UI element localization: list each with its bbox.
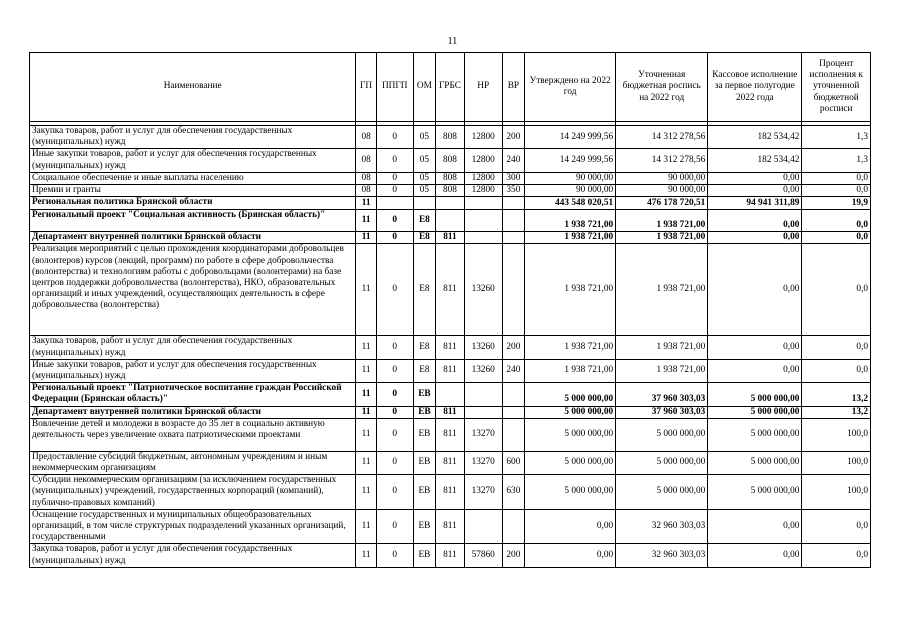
- cell-cash: 5 000 000,00: [708, 406, 802, 418]
- cell-np: 13270: [464, 418, 502, 451]
- cell-name: Закупка товаров, работ и услуг для обеспечения государственных (муниципальных) нужд: [30, 126, 356, 149]
- cell-refined: 37 960 303,03: [616, 383, 708, 406]
- cell-om: EB: [413, 418, 436, 451]
- cell-percent: 0,0: [802, 244, 871, 336]
- cell-approved: 14 249 999,56: [525, 126, 616, 149]
- cell-cash: 0,00: [708, 232, 802, 244]
- cell-np: [464, 406, 502, 418]
- cell-vr: [502, 383, 525, 406]
- table-row: [30, 149, 871, 172]
- cell-name: Закупка товаров, работ и услуг для обеспечения государственных (муниципальных) нужд: [30, 336, 356, 359]
- cell-refined: 32 960 303,03: [616, 544, 708, 567]
- cell-percent: 0,0: [802, 359, 871, 382]
- cell-ppgp: 0: [376, 406, 413, 418]
- cell-name: Региональный проект "Патриотическое воспитание граждан Российской Федерации (Брянская область)": [30, 383, 356, 406]
- cell-approved: 1 938 721,00: [525, 210, 616, 232]
- cell-ppgp: 0: [376, 475, 413, 510]
- cell-refined: 1 938 721,00: [616, 210, 708, 232]
- cell-name: Иные закупки товаров, работ и услуг для обеспечения государственных (муниципальных) нужд: [30, 149, 356, 172]
- table-row: [30, 244, 871, 336]
- cell-approved: 5 000 000,00: [525, 383, 616, 406]
- cell-om: [413, 197, 436, 210]
- cell-percent: 0,0: [802, 210, 871, 232]
- header-percent: Процент исполнения к уточненной бюджетной росписи: [802, 53, 871, 122]
- cell-gp: 11: [356, 406, 376, 418]
- cell-gp: 11: [356, 509, 376, 544]
- table-header-row: [30, 53, 871, 122]
- cell-percent: 19,9: [802, 197, 871, 210]
- cell-grbs: 811: [436, 418, 465, 451]
- cell-gp: 08: [356, 149, 376, 172]
- header-approved: Утверждено на 2022 год: [525, 53, 616, 122]
- cell-vr: 600: [502, 451, 525, 474]
- cell-refined: 1 938 721,00: [616, 359, 708, 382]
- cell-vr: [502, 406, 525, 418]
- cell-cash: 0,00: [708, 244, 802, 336]
- cell-gp: 11: [356, 451, 376, 474]
- cell-vr: 630: [502, 475, 525, 510]
- table-row: [30, 383, 871, 406]
- cell-cash: 0,00: [708, 185, 802, 197]
- table-row: [30, 172, 871, 184]
- header-om: ОМ: [413, 53, 436, 122]
- cell-approved: 5 000 000,00: [525, 475, 616, 510]
- cell-name: Иные закупки товаров, работ и услуг для обеспечения государственных (муниципальных) нужд: [30, 359, 356, 382]
- cell-ppgp: [376, 197, 413, 210]
- cell-vr: 300: [502, 172, 525, 184]
- table-row: [30, 451, 871, 474]
- cell-grbs: 811: [436, 336, 465, 359]
- cell-refined: 5 000 000,00: [616, 418, 708, 451]
- cell-om: 05: [413, 185, 436, 197]
- cell-percent: 0,0: [802, 336, 871, 359]
- cell-grbs: 808: [436, 172, 465, 184]
- cell-name: Социальное обеспечение и иные выплаты населению: [30, 172, 356, 184]
- cell-percent: 0,0: [802, 544, 871, 567]
- cell-np: 13260: [464, 336, 502, 359]
- cell-grbs: 811: [436, 544, 465, 567]
- cell-vr: 200: [502, 126, 525, 149]
- cell-grbs: 811: [436, 244, 465, 336]
- cell-cash: 5 000 000,00: [708, 451, 802, 474]
- cell-grbs: [436, 383, 465, 406]
- table-row: [30, 544, 871, 567]
- cell-gp: 08: [356, 185, 376, 197]
- cell-percent: 0,0: [802, 232, 871, 244]
- cell-refined: 5 000 000,00: [616, 451, 708, 474]
- header-ppgp: ППГП: [376, 53, 413, 122]
- header-np: НР: [464, 53, 502, 122]
- cell-gp: 11: [356, 475, 376, 510]
- cell-vr: 200: [502, 336, 525, 359]
- cell-refined: 5 000 000,00: [616, 475, 708, 510]
- cell-grbs: 808: [436, 126, 465, 149]
- cell-np: [464, 383, 502, 406]
- cell-cash: 94 941 311,89: [708, 197, 802, 210]
- cell-grbs: 811: [436, 509, 465, 544]
- table-row: [30, 126, 871, 149]
- cell-ppgp: 0: [376, 210, 413, 232]
- cell-gp: 11: [356, 418, 376, 451]
- budget-table: [29, 52, 871, 568]
- cell-om: EB: [413, 383, 436, 406]
- table-row: [30, 509, 871, 544]
- cell-np: [464, 210, 502, 232]
- cell-grbs: 808: [436, 149, 465, 172]
- cell-approved: 14 249 999,56: [525, 149, 616, 172]
- cell-ppgp: 0: [376, 149, 413, 172]
- cell-cash: 0,00: [708, 544, 802, 567]
- cell-om: 05: [413, 149, 436, 172]
- cell-gp: 11: [356, 210, 376, 232]
- cell-ppgp: 0: [376, 172, 413, 184]
- cell-approved: 90 000,00: [525, 185, 616, 197]
- cell-grbs: 811: [436, 475, 465, 510]
- cell-percent: 0,0: [802, 509, 871, 544]
- cell-om: EB: [413, 544, 436, 567]
- cell-np: [464, 197, 502, 210]
- cell-om: EB: [413, 406, 436, 418]
- cell-name: Премии и гранты: [30, 185, 356, 197]
- cell-percent: 13,2: [802, 406, 871, 418]
- cell-cash: 0,00: [708, 210, 802, 232]
- cell-np: 13260: [464, 244, 502, 336]
- cell-approved: 1 938 721,00: [525, 336, 616, 359]
- header-grbs: ГРБС: [436, 53, 465, 122]
- cell-om: E8: [413, 244, 436, 336]
- table-row: [30, 185, 871, 197]
- cell-np: 57860: [464, 544, 502, 567]
- cell-om: E8: [413, 210, 436, 232]
- cell-om: 05: [413, 126, 436, 149]
- cell-name: Реализация мероприятий с целью прохождения координаторами добровольцев (волонтеров) курсов (лекций, программ) по работе в сфере добровольчества (волонтерства) и технологиям работы с добровольцами (волонтерами) на базе центров поддержки добровольчества (волонтерства), НКО, образовательных организаций и иных учреждений, осуществляющих деятельность в сфере добровольчества (волонтерства): [30, 244, 356, 336]
- cell-gp: 11: [356, 544, 376, 567]
- table-row: [30, 418, 871, 451]
- header-vr: ВР: [502, 53, 525, 122]
- cell-approved: 5 000 000,00: [525, 406, 616, 418]
- cell-cash: 182 534,42: [708, 149, 802, 172]
- table-row: [30, 406, 871, 418]
- cell-cash: 182 534,42: [708, 126, 802, 149]
- cell-np: [464, 509, 502, 544]
- header-refined: Уточненная бюджетная роспись на 2022 год: [616, 53, 708, 122]
- cell-gp: 08: [356, 126, 376, 149]
- table-row: [30, 232, 871, 244]
- cell-np: 13260: [464, 359, 502, 382]
- cell-approved: 443 548 020,51: [525, 197, 616, 210]
- cell-refined: 476 178 720,51: [616, 197, 708, 210]
- cell-vr: [502, 210, 525, 232]
- cell-ppgp: 0: [376, 383, 413, 406]
- cell-om: EB: [413, 509, 436, 544]
- cell-percent: 100,0: [802, 475, 871, 510]
- cell-refined: 14 312 278,56: [616, 126, 708, 149]
- cell-refined: 14 312 278,56: [616, 149, 708, 172]
- cell-refined: 90 000,00: [616, 185, 708, 197]
- cell-cash: 0,00: [708, 336, 802, 359]
- cell-om: 05: [413, 172, 436, 184]
- cell-gp: 11: [356, 383, 376, 406]
- cell-approved: 5 000 000,00: [525, 451, 616, 474]
- cell-np: 12800: [464, 126, 502, 149]
- table-row: [30, 197, 871, 210]
- cell-vr: [502, 232, 525, 244]
- cell-vr: [502, 197, 525, 210]
- cell-name: Региональный проект "Социальная активность (Брянская область)": [30, 210, 356, 232]
- cell-np: 13270: [464, 475, 502, 510]
- cell-vr: 350: [502, 185, 525, 197]
- cell-grbs: 811: [436, 359, 465, 382]
- cell-gp: 11: [356, 244, 376, 336]
- table-row: [30, 475, 871, 510]
- cell-name: Оснащение государственных и муниципальных общеобразовательных организаций, в том числе структурных подразделений указанных организаций, государственными: [30, 509, 356, 544]
- cell-gp: 08: [356, 172, 376, 184]
- header-cash: Кассовое исполнение за первое полугодие 2022 года: [708, 53, 802, 122]
- cell-refined: 90 000,00: [616, 172, 708, 184]
- cell-approved: 1 938 721,00: [525, 232, 616, 244]
- cell-refined: 1 938 721,00: [616, 232, 708, 244]
- cell-percent: 13,2: [802, 383, 871, 406]
- cell-name: Вовлечение детей и молодежи в возрасте до 35 лет в социально активную деятельность через увеличение охвата патриотическими проектами: [30, 418, 356, 451]
- cell-np: 12800: [464, 185, 502, 197]
- cell-approved: 0,00: [525, 509, 616, 544]
- cell-ppgp: 0: [376, 244, 413, 336]
- cell-vr: [502, 244, 525, 336]
- cell-name: Предоставление субсидий бюджетным, автономным учреждениям и иным некоммерческим организациям: [30, 451, 356, 474]
- header-name: Наименование: [30, 53, 356, 122]
- cell-np: [464, 232, 502, 244]
- cell-name: Департамент внутренней политики Брянской области: [30, 406, 356, 418]
- cell-percent: 1,3: [802, 149, 871, 172]
- cell-name: Департамент внутренней политики Брянской области: [30, 232, 356, 244]
- header-gp: ГП: [356, 53, 376, 122]
- cell-grbs: 808: [436, 185, 465, 197]
- cell-cash: 0,00: [708, 172, 802, 184]
- cell-name: Закупка товаров, работ и услуг для обеспечения государственных (муниципальных) нужд: [30, 544, 356, 567]
- cell-percent: 0,0: [802, 172, 871, 184]
- cell-np: 13270: [464, 451, 502, 474]
- cell-vr: 240: [502, 149, 525, 172]
- cell-ppgp: 0: [376, 336, 413, 359]
- cell-refined: 32 960 303,03: [616, 509, 708, 544]
- cell-grbs: 811: [436, 232, 465, 244]
- cell-refined: 1 938 721,00: [616, 244, 708, 336]
- cell-approved: 1 938 721,00: [525, 359, 616, 382]
- cell-om: E8: [413, 359, 436, 382]
- cell-approved: 5 000 000,00: [525, 418, 616, 451]
- cell-grbs: 811: [436, 451, 465, 474]
- cell-om: EB: [413, 451, 436, 474]
- cell-percent: 100,0: [802, 418, 871, 451]
- cell-gp: 11: [356, 232, 376, 244]
- cell-om: EB: [413, 475, 436, 510]
- cell-percent: 0,0: [802, 185, 871, 197]
- cell-cash: 0,00: [708, 359, 802, 382]
- cell-name: Региональная политика Брянской области: [30, 197, 356, 210]
- cell-ppgp: 0: [376, 418, 413, 451]
- cell-gp: 11: [356, 197, 376, 210]
- cell-vr: 240: [502, 359, 525, 382]
- cell-approved: 1 938 721,00: [525, 244, 616, 336]
- cell-cash: 5 000 000,00: [708, 418, 802, 451]
- cell-name: Субсидии некоммерческим организациям (за исключением государственных (муниципальных) учреждений, государственных корпораций (компаний), публично-правовых компаний): [30, 475, 356, 510]
- cell-vr: 200: [502, 544, 525, 567]
- cell-cash: 5 000 000,00: [708, 383, 802, 406]
- cell-cash: 5 000 000,00: [708, 475, 802, 510]
- cell-om: E8: [413, 336, 436, 359]
- cell-np: 12800: [464, 172, 502, 184]
- cell-ppgp: 0: [376, 451, 413, 474]
- cell-ppgp: 0: [376, 544, 413, 567]
- cell-ppgp: 0: [376, 126, 413, 149]
- cell-om: E8: [413, 232, 436, 244]
- cell-gp: 11: [356, 359, 376, 382]
- table-row: [30, 210, 871, 232]
- cell-cash: 0,00: [708, 509, 802, 544]
- cell-vr: [502, 418, 525, 451]
- cell-refined: 37 960 303,03: [616, 406, 708, 418]
- cell-grbs: [436, 210, 465, 232]
- cell-percent: 100,0: [802, 451, 871, 474]
- cell-np: 12800: [464, 149, 502, 172]
- cell-refined: 1 938 721,00: [616, 336, 708, 359]
- cell-approved: 90 000,00: [525, 172, 616, 184]
- cell-ppgp: 0: [376, 359, 413, 382]
- cell-vr: [502, 509, 525, 544]
- cell-grbs: [436, 197, 465, 210]
- cell-gp: 11: [356, 336, 376, 359]
- cell-ppgp: 0: [376, 232, 413, 244]
- cell-percent: 1,3: [802, 126, 871, 149]
- page-number: 11: [447, 36, 458, 47]
- table-row: [30, 359, 871, 382]
- cell-approved: 0,00: [525, 544, 616, 567]
- table-row: [30, 336, 871, 359]
- cell-grbs: 811: [436, 406, 465, 418]
- cell-ppgp: 0: [376, 509, 413, 544]
- cell-ppgp: 0: [376, 185, 413, 197]
